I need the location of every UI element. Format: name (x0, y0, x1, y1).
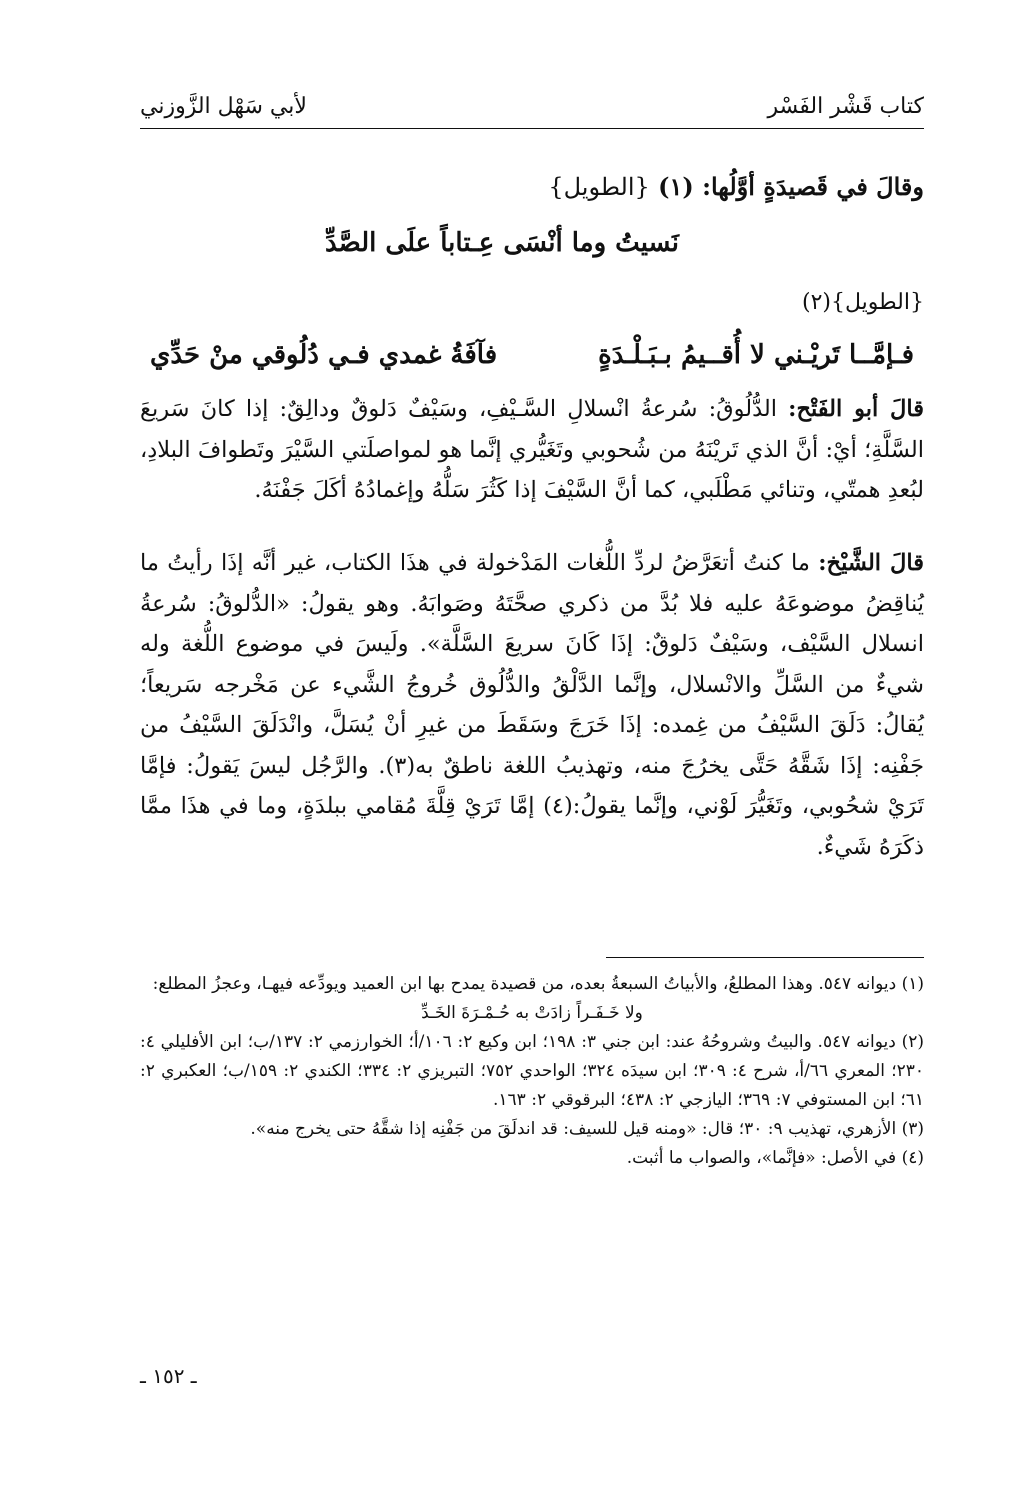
meter-label-2: {الطويل}(٢) (801, 290, 924, 315)
book-title: كتاب قَشْر الفَسْر (767, 94, 924, 119)
footnote-4: (٤) في الأصل: «فإنَّما»، والصواب ما أثبت. (626, 1148, 924, 1168)
opening-hemistich: نَسيتُ وما أنْسَى عِـتاباً علَى الصَّدِّ (325, 228, 679, 258)
meter-label: {الطويل} (548, 173, 650, 201)
footnote-2: (٢) ديوانه ٥٤٧. والبيتُ وشروحُهُ عند: ابن جني ٣: ١٩٨؛ ابن وكيع ٢: ١٠٦/أ؛ الخوارزمي ٢: ١٣٧/ب؛ ابن الأفليلي ٤: ٢٣٠؛ المعري ٦٦/أ، شرح ٤: ٣٠٩؛ ابن سيدَه ٣٢٤؛ الواحدي ٧٥٢؛ التبريزي ٢: ٣٣٤؛ الكندي ٢: ١٥٩/ب؛ العكبري ٢: ٦١؛ ابن المستوفي ٧: ٣٦٩؛ اليازجي ٢: ٤٣٨؛ البرقوقي ٢: ١٦٣. (140, 1032, 925, 1110)
commentary-paragraph-1 (140, 389, 924, 511)
footnote-1-verse: ولا خَـفَـراً زادَتْ به حُـمْـرَةَ الخَـدِّ (421, 1003, 643, 1023)
footnote-divider (606, 957, 924, 958)
author-name: لأبي سَهْل الزَّوزني (140, 94, 307, 119)
commentary-paragraph-2 (140, 543, 924, 867)
paragraph-lead: قالَ أبو الفَتْح: (788, 396, 924, 422)
verse-second-hemistich: فآفَةُ غمدي فـي دُلُوقي منْ حَدِّي (150, 340, 498, 370)
footnote-3: (٣) الأزهري، تهذيب ٩: ٣٠؛ قال: «ومنه قيل للسيف: قد اندلَقَ من جَفْنِه إذا شقَّهُ حتى يخرج منه». (250, 1119, 924, 1139)
footnote-1: (١) ديوانه ٥٤٧. وهذا المطلعُ، والأبياتُ السبعةُ بعده، من قصيدة يمدح بها ابن العميد ويودِّعه فيهـا، وعجزُ المطلع: (152, 974, 924, 994)
paragraph-lead: قالَ الشَّيْخ: (818, 550, 924, 576)
paragraph-text: ما كنتُ أتعَرَّضُ لردِّ اللُّغات المَدْخولة في هذَا الكتاب، غير أنَّه إذَا رأيتُ ما يُناقِضُ موضوعَهُ عليه فلا بُدَّ من ذكري صحَّتَهُ وصَوابَهُ. وهو يقولُ: «الدُّلوقُ: سُرعةُ انسلال السَّيْف، وسَيْفٌ دَلوقٌ: إذَا كَانَ سريعَ السَّلَّة». ولَيسَ في موضوع اللُّغة وله شيءٌ من السَّلِّ والانْسلال، وإنَّما الدَّلْقُ والدُّلُوق خُروجُ الشَّيء عن مَخْرجه سَريعاً؛ يُقالُ: دَلَقَ السَّيْفُ من غِمده: إذَا خَرَجَ وسَقَطَ من غيرِ أنْ يُسَلَّ، وانْدَلَقَ السَّيْفُ من جَفْنِه: إذَا شَقَّهُ حَتَّى يخرُجَ منه، وتهذيبُ اللغة ناطقٌ به(٣). والرَّجُل ليسَ يَقولُ: فإمَّا تَرَيْ شحُوبي، وتَغَيُّرَ لَوْني، وإنَّما يقولُ:(٤) إمَّا تَرَيْ قِلَّةَ مُقامي ببلدَةٍ، وما في هذَا ممَّا ذكَرَهُ شَيءٌ. (140, 550, 924, 860)
paragraph-text: الدُّلُوقُ: سُرعةُ انْسلالِ السَّـيْفِ، وسَيْفٌ دَلوقٌ ودالِقٌ: إذا كانَ سَريعَ السَّلَّةِ؛ أيْ: أنَّ الذي تَريْنَهُ من شُحوبي وتَغَيُّري إنَّما هو لمواصلَتي السَّيْرَ وتَطوافَ البلادِ، لبُعدِ همتّي، وتنائي مَطْلَبي، كما أنَّ السَّيْفَ إذا كَثُرَ سَلُّهُ وإغمادُهُ أكَلَ جَفْنَهُ. (140, 396, 924, 503)
poem-intro (140, 172, 924, 201)
verse-line (150, 340, 914, 380)
footnotes (140, 970, 924, 1173)
verse-first-hemistich: فـإمَّــا تَريْـني لا أُقــيمُ بـبَـلْـدَةٍ (598, 340, 914, 370)
running-header (140, 88, 924, 129)
page-number: ـ ١٥٢ ـ (140, 1364, 197, 1388)
intro-text: وقالَ في قَصيدَةٍ أوَّلُها: (١) (658, 172, 924, 201)
